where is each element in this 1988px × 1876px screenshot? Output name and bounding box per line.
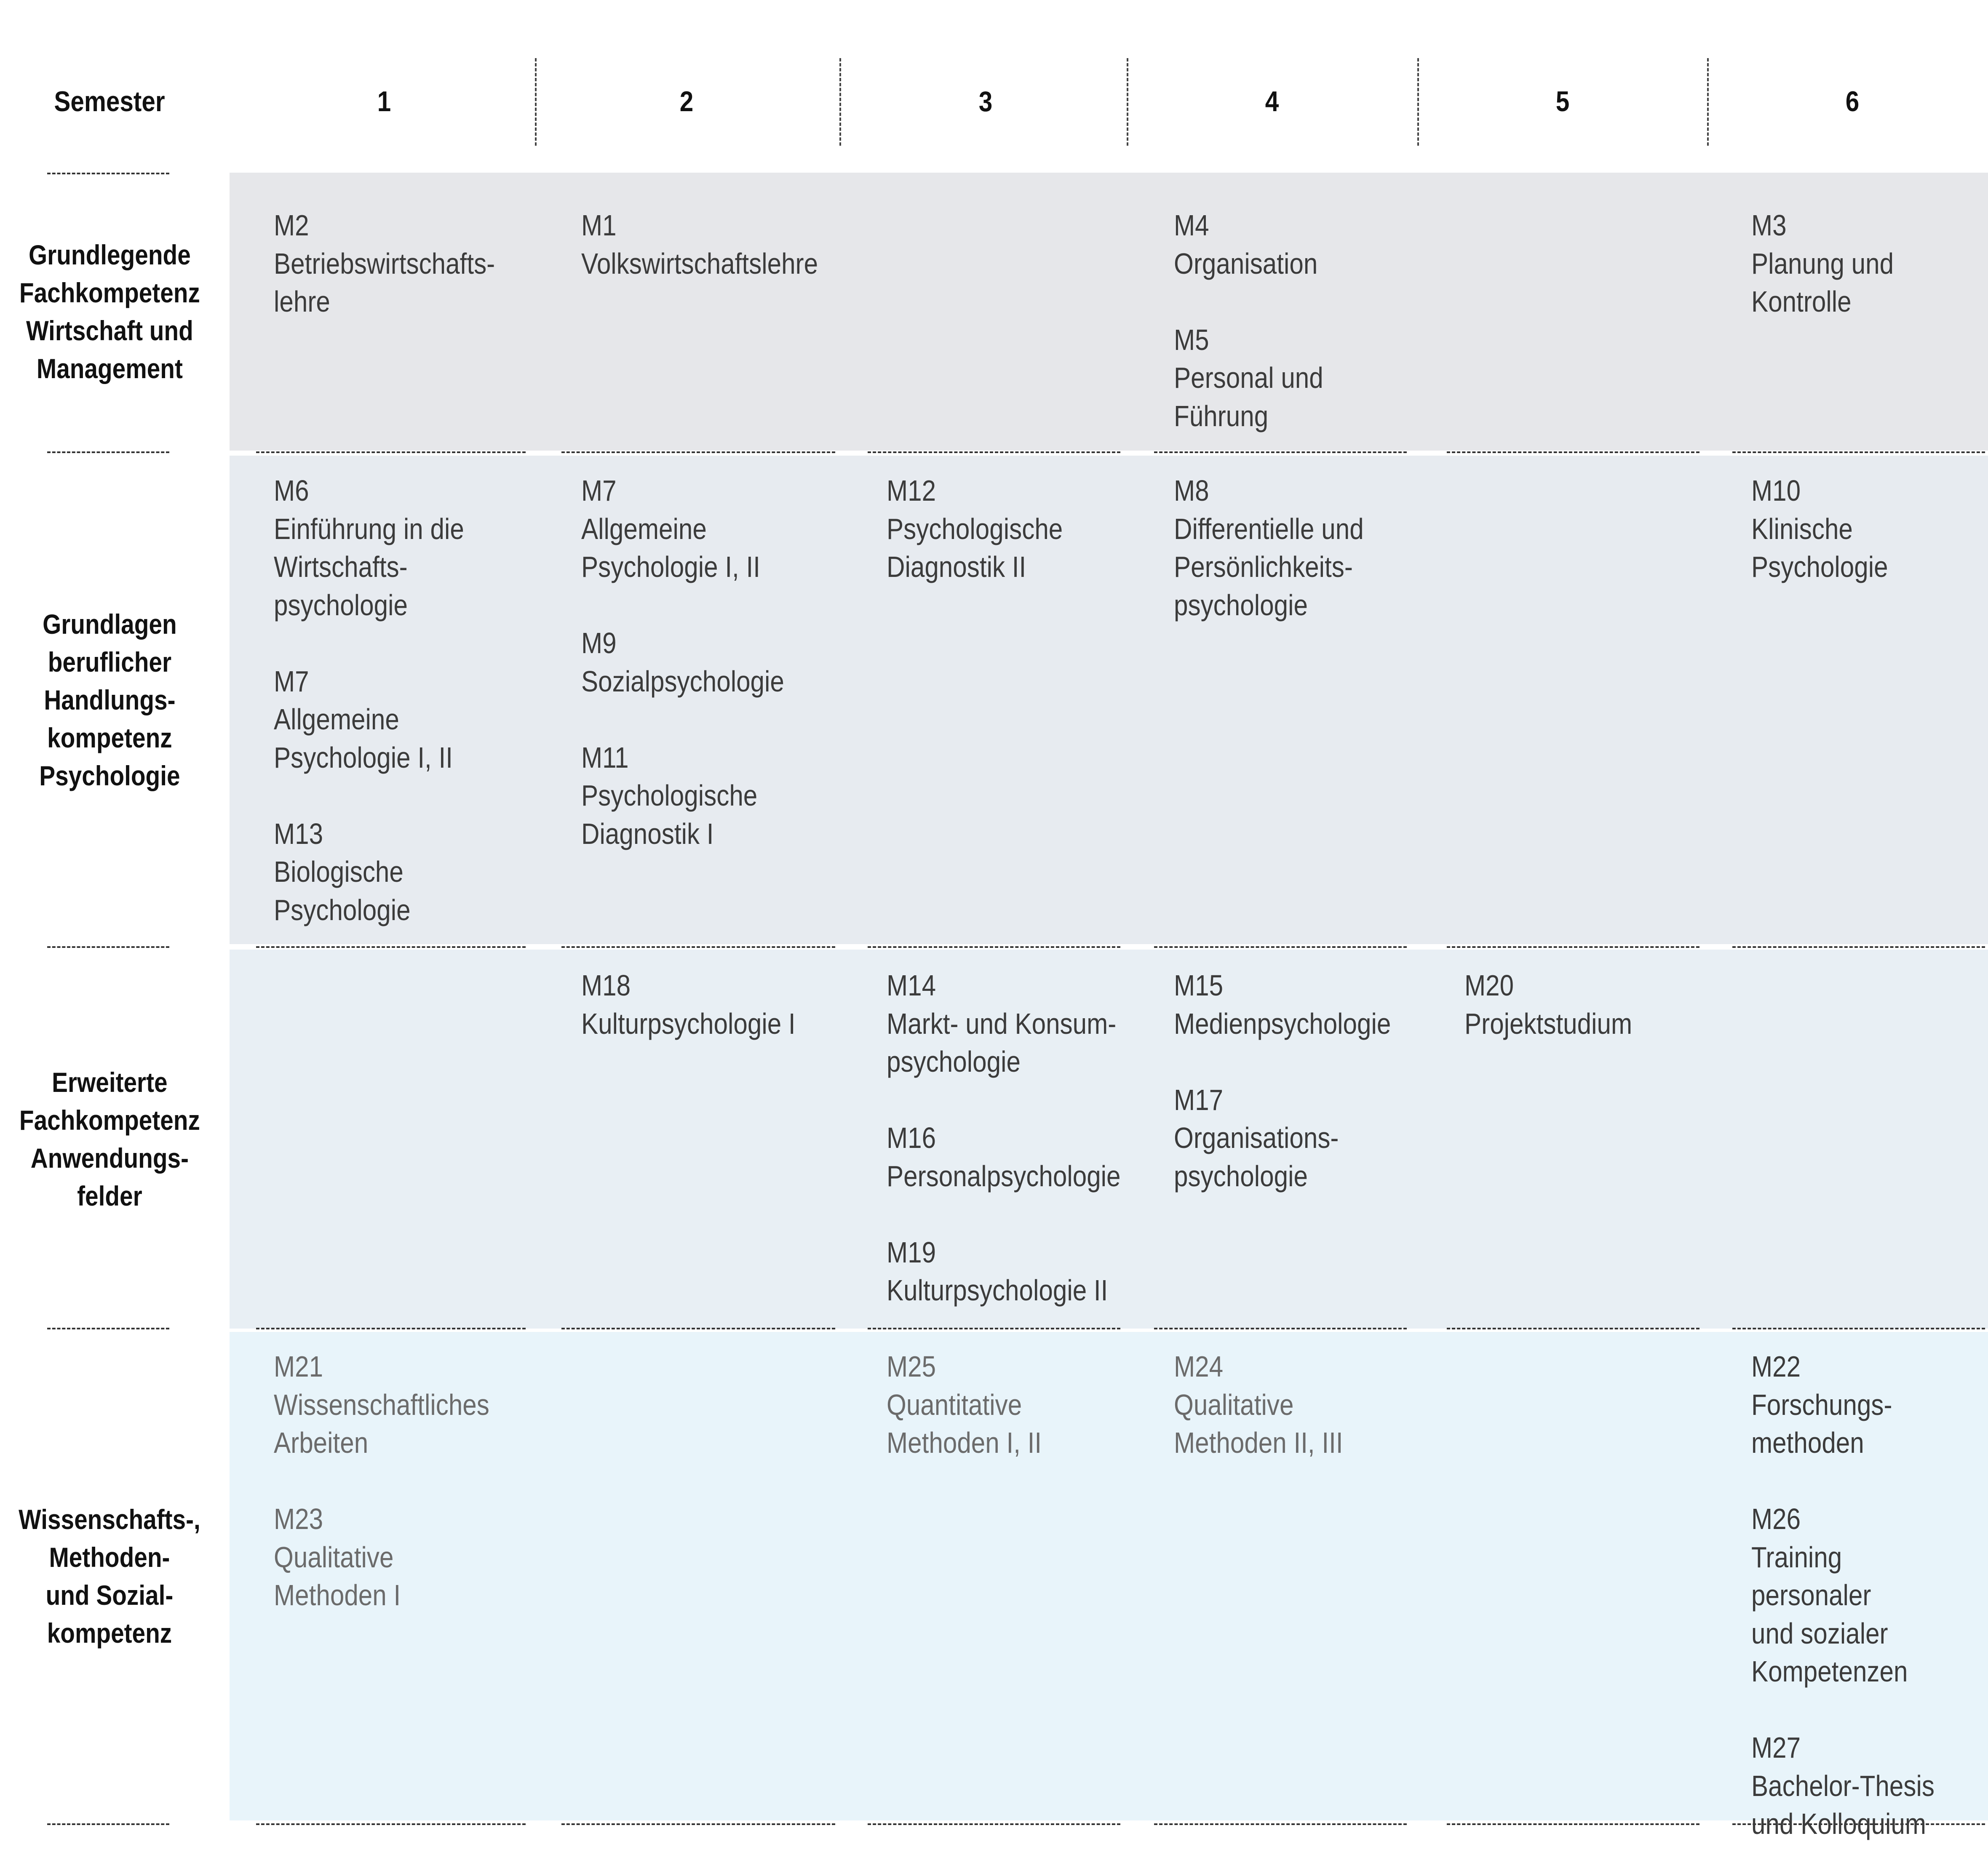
module-entry xyxy=(581,624,784,700)
module-code: M19 xyxy=(887,1236,936,1269)
cell-divider xyxy=(1154,946,1407,948)
module-title: Forschungs- methoden xyxy=(1751,1388,1892,1459)
module-code: M9 xyxy=(581,627,617,659)
module-cell xyxy=(274,206,495,321)
semester-4-header: 4 xyxy=(1265,85,1279,117)
module-title: Einführung in die Wirtschafts- psychologie xyxy=(274,512,464,622)
module-title: Projektstudium xyxy=(1464,1007,1633,1040)
module-title: Kulturpsychologie I xyxy=(581,1007,796,1040)
module-title: Klinische Psychologie xyxy=(1751,512,1888,583)
module-cell xyxy=(887,472,1063,586)
module-entry xyxy=(274,1500,489,1614)
module-title: Allgemeine Psychologie I, II xyxy=(581,512,760,583)
cell-divider xyxy=(561,946,835,948)
header-separator xyxy=(1127,58,1128,146)
module-title: Biologische Psychologie xyxy=(274,855,411,926)
module-code: M18 xyxy=(581,969,631,1002)
semester-5-header: 5 xyxy=(1555,85,1570,117)
cell-divider xyxy=(1732,1328,1985,1329)
module-entry xyxy=(581,472,784,586)
cell-divider xyxy=(1154,1823,1407,1825)
module-title: Psychologische Diagnostik I xyxy=(581,779,758,850)
module-code: M20 xyxy=(1464,969,1514,1002)
semester-header-label: Semester xyxy=(54,85,165,117)
module-entry xyxy=(274,206,495,321)
module-entry xyxy=(1174,206,1323,283)
module-entry xyxy=(581,966,796,1043)
row-label-psychologie: Grundlagen beruflicher Handlungs- kompetenz Psychologie xyxy=(39,608,180,791)
module-code: M13 xyxy=(274,817,323,850)
cell-divider xyxy=(868,946,1120,948)
module-title: Qualitative Methoden I xyxy=(274,1540,401,1612)
module-code: M1 xyxy=(581,209,617,242)
module-entry xyxy=(581,739,784,853)
row-label-anwendungsfelder: Erweiterte Fachkompetenz Anwendungs- felder xyxy=(19,1067,200,1212)
module-code: M24 xyxy=(1174,1350,1224,1383)
module-entry xyxy=(1174,966,1391,1043)
cell-divider xyxy=(1447,1823,1699,1825)
semester-6-header: 6 xyxy=(1845,85,1860,117)
module-title: Psychologische Diagnostik II xyxy=(887,512,1063,583)
module-cell xyxy=(581,206,818,283)
header-separator xyxy=(839,58,841,146)
module-code: M25 xyxy=(887,1350,936,1383)
module-entry xyxy=(274,472,464,624)
cell-divider xyxy=(1447,946,1699,948)
band-methoden xyxy=(230,1332,1988,1820)
module-entry xyxy=(887,966,1121,1081)
header-separator xyxy=(1707,58,1709,146)
semester-2-header: 2 xyxy=(679,85,694,117)
module-cell xyxy=(887,1348,1042,1462)
module-code: M4 xyxy=(1174,209,1209,242)
module-title: Markt- und Konsum- psychologie xyxy=(887,1007,1117,1078)
module-cell xyxy=(1174,966,1391,1195)
module-entry xyxy=(274,815,464,929)
module-entry xyxy=(887,1119,1121,1195)
module-cell xyxy=(581,966,796,1043)
module-entry xyxy=(1464,966,1632,1043)
header-separator xyxy=(1417,58,1419,146)
module-code: M27 xyxy=(1751,1731,1801,1764)
module-code: M11 xyxy=(581,741,629,774)
module-code: M6 xyxy=(274,474,309,507)
module-code: M22 xyxy=(1751,1350,1801,1383)
semester-1-header: 1 xyxy=(377,85,391,117)
module-entry xyxy=(1174,1081,1391,1196)
module-code: M12 xyxy=(887,474,936,507)
row-divider xyxy=(47,946,169,948)
cell-divider xyxy=(1154,1328,1407,1329)
module-title: Qualitative Methoden II, III xyxy=(1174,1388,1343,1459)
module-title: Medienpsychologie xyxy=(1174,1007,1391,1040)
cell-divider xyxy=(868,451,1120,453)
header-separator xyxy=(535,58,537,146)
module-entry xyxy=(1174,472,1364,624)
module-code: M14 xyxy=(887,969,936,1002)
cell-divider xyxy=(256,946,526,948)
cell-divider xyxy=(256,451,526,453)
module-title: Wissenschaftliches Arbeiten xyxy=(274,1388,489,1459)
module-code: M7 xyxy=(274,664,309,698)
module-cell xyxy=(1751,206,1894,321)
module-cell xyxy=(1464,966,1632,1043)
cell-divider xyxy=(256,1823,526,1825)
module-entry xyxy=(1751,1500,1955,1691)
cell-divider xyxy=(1447,1328,1699,1329)
module-code: M17 xyxy=(1174,1083,1224,1116)
cell-divider xyxy=(561,1328,835,1329)
cell-divider xyxy=(256,1328,526,1329)
module-title: Sozialpsychologie xyxy=(581,664,784,698)
cell-divider xyxy=(1732,946,1985,948)
row-label-wirtschaft: Grundlegende Fachkompetenz Wirtschaft und Management xyxy=(19,239,200,384)
module-entry xyxy=(274,1348,489,1462)
module-cell xyxy=(1751,472,1888,586)
module-cell xyxy=(1751,1348,1955,1843)
module-code: M26 xyxy=(1751,1502,1801,1535)
cell-divider xyxy=(1447,451,1699,453)
module-entry xyxy=(1751,1729,1955,1843)
module-cell xyxy=(1174,1348,1343,1462)
module-title: Personal und Führung xyxy=(1174,361,1323,432)
module-code: M7 xyxy=(581,474,617,507)
module-title: Betriebswirtschafts- lehre xyxy=(274,247,495,318)
module-code: M8 xyxy=(1174,474,1209,507)
module-entry xyxy=(887,1348,1042,1462)
module-entry xyxy=(887,472,1063,586)
module-cell xyxy=(1174,206,1323,435)
module-entry xyxy=(1751,206,1894,321)
module-code: M2 xyxy=(274,209,309,242)
module-entry xyxy=(1174,321,1323,435)
module-title: Kulturpsychologie II xyxy=(887,1274,1108,1307)
module-code: M21 xyxy=(274,1350,323,1383)
module-title: Organisation xyxy=(1174,247,1318,280)
module-code: M5 xyxy=(1174,323,1209,356)
semester-3-header: 3 xyxy=(978,85,993,117)
module-entry xyxy=(887,1233,1121,1310)
band-psychologie xyxy=(230,456,1988,944)
module-code: M23 xyxy=(274,1502,323,1535)
module-cell xyxy=(887,966,1121,1310)
module-cell xyxy=(1174,472,1364,624)
module-code: M3 xyxy=(1751,209,1787,242)
module-title: Differentielle und Persönlichkeits- psychologie xyxy=(1174,512,1364,622)
module-title: Bachelor-Thesis und Kolloquium xyxy=(1751,1769,1935,1840)
module-cell xyxy=(581,472,784,853)
cell-divider xyxy=(1154,451,1407,453)
module-entry xyxy=(274,662,464,777)
row-divider xyxy=(47,451,169,453)
module-entry xyxy=(1174,1348,1343,1462)
module-cell xyxy=(274,1348,489,1614)
module-title: Personalpsychologie xyxy=(887,1159,1121,1193)
module-code: M16 xyxy=(887,1121,936,1154)
cell-divider xyxy=(1732,451,1985,453)
module-cell xyxy=(274,472,464,929)
module-title: Planung und Kontrolle xyxy=(1751,247,1894,318)
cell-divider xyxy=(868,1328,1120,1329)
module-title: Allgemeine Psychologie I, II xyxy=(274,703,453,774)
module-title: Volkswirtschaftslehre xyxy=(581,247,818,280)
module-entry xyxy=(581,206,818,283)
module-title: Quantitative Methoden I, II xyxy=(887,1388,1042,1459)
module-entry xyxy=(1751,1348,1955,1462)
module-entry xyxy=(1751,472,1888,586)
cell-divider xyxy=(868,1823,1120,1825)
module-title: Training personaler und sozialer Kompetenzen xyxy=(1751,1540,1908,1688)
module-code: M10 xyxy=(1751,474,1801,507)
row-divider xyxy=(47,1823,169,1825)
row-label-methoden: Wissenschafts-, Methoden- und Sozial- kompetenz xyxy=(19,1504,200,1649)
cell-divider xyxy=(561,451,835,453)
cell-divider xyxy=(561,1823,835,1825)
module-title: Organisations- psychologie xyxy=(1174,1121,1339,1193)
module-code: M15 xyxy=(1174,969,1224,1002)
